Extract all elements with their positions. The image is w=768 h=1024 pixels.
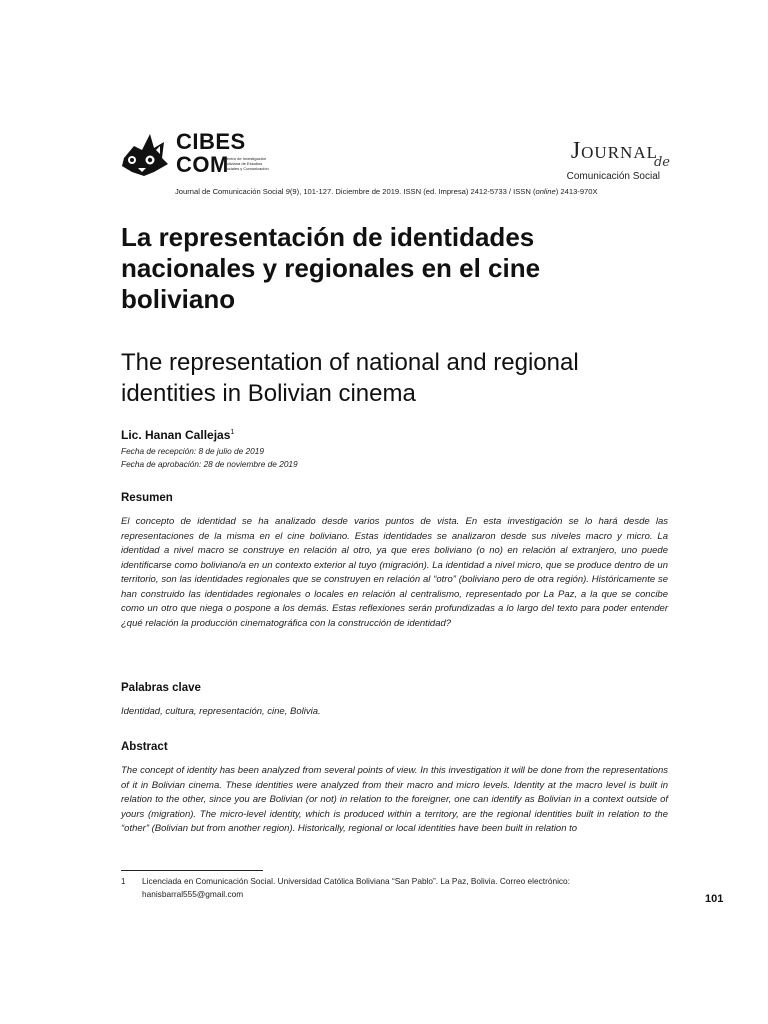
journal-word: Journal xyxy=(570,138,658,164)
article-title-english: The representation of national and regional identities in Bolivian cinema xyxy=(121,349,579,407)
approved-date: Fecha de aprobación: 28 de noviembre de 2019 xyxy=(121,459,298,469)
abstract-heading: Abstract xyxy=(121,741,168,753)
footnote-divider xyxy=(121,870,263,871)
logo-title-line1: CIBES xyxy=(176,129,246,154)
footnote-text: Licenciada en Comunicación Social. Universidad Católica Boliviana “San Pablo”. La Paz, Bolivia. Correo electrónico: hanisbarral555@gmail.com xyxy=(142,876,570,899)
fox-mask-icon xyxy=(120,128,172,180)
abstract-text: The concept of identity has been analyzed from several points of view. In this investigation it will be done from the representations of it in Bolivian cinema. These identities were analyzed from their macro and micro levels. Identity at the macro level is built in relation to the other, since you are Bolivian (or not) in relation to the foreigner, one can identify as Bolivian in a context outside of yours (migration). The micro-level identity, which is produced within a territory, are the regional identities built in relation to the “other” (Bolivian but from another region). Historically, regional or local identities have been built in relation to xyxy=(121,765,668,834)
received-date: Fecha de recepción: 8 de julio de 2019 xyxy=(121,446,264,456)
footnote-ref[interactable]: 1 xyxy=(230,429,235,436)
author-name: Lic. Hanan Callejas$^1$ xyxy=(121,428,235,442)
keywords-heading: Palabras clave xyxy=(121,682,201,694)
logo-subtitle: Centro de Investigación Boliviana de Estudios Sociales y Comunicación xyxy=(224,156,269,171)
logo-title-line2: COM xyxy=(176,152,229,177)
journal-subtitle: Comunicación Social xyxy=(566,171,660,182)
page-number: 101 xyxy=(705,893,724,905)
journal-logo xyxy=(570,138,670,170)
article-title-spanish: La representación de identidades nacionales y regionales en el cine boliviano xyxy=(121,222,541,314)
resumen-text: El concepto de identidad se ha analizado desde varios puntos de vista. En esta investigación se lo hará desde las representaciones de la misma en el cine boliviano. Estas identidades se analizaron desde sus niveles macro y micro. La identidad a nivel macro se construye en relación al otro, ya que eres boliviano (o no) en relación al extranjero, uno puede identificarse como boliviano/a en un contexto exterior al tuyo (migración). La identidad a nivel micro, que se produce dentro de un territorio, son las identidades regionales que se construyen en relación al “otro” (boliviano pero de otra región). Históricamente se han construido las identidades regionales o locales en relación al centralismo, representado por La Paz, a la que se concibe como un otro que niega o pospone a los demás. Estas reflexiones serán profundizadas a lo largo del texto para poder entender ¿qué relación la producción cinematográfica con la construcción de identidad? xyxy=(121,516,668,629)
footnote-number: 1 xyxy=(121,877,126,886)
keywords-text: Identidad, cultura, representación, cine, Bolivia. xyxy=(121,706,321,717)
journal-de: de xyxy=(653,155,670,170)
citation-line: Journal de Comunicación Social 9(9), 101-127. Diciembre de 2019. ISSN (ed. Impresa) 2412-5733 / ISSN (online) 2413-970X xyxy=(175,187,598,196)
resumen-heading: Resumen xyxy=(121,492,173,504)
cibescom-logo xyxy=(120,128,280,180)
